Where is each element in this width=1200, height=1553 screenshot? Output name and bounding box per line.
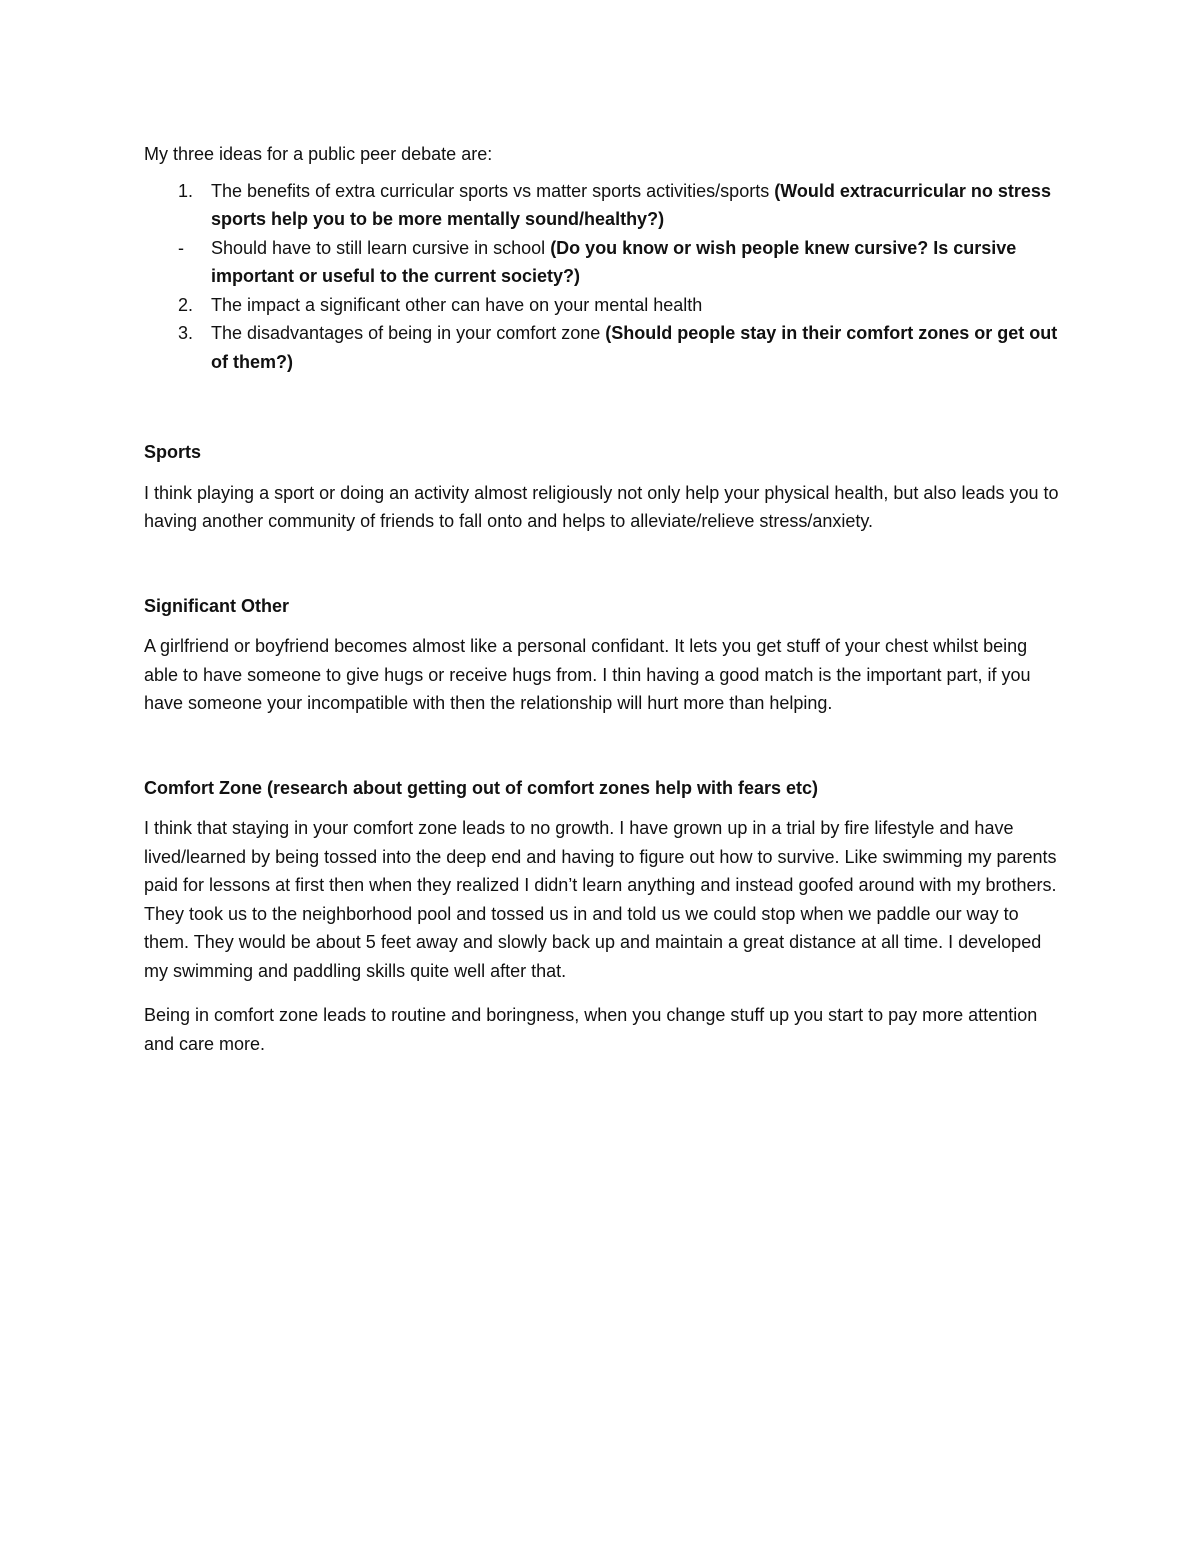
idea-item-1: [144, 177, 1064, 234]
idea-text: The disadvantages of being in your comfort zone: [211, 323, 606, 343]
idea-text: Should have to still learn cursive in school: [211, 237, 551, 258]
idea-text: The impact a significant other can have on your mental health: [211, 294, 703, 315]
section-paragraph: Being in comfort zone leads to routine and boringness, when you change stuff up you start to pay more attention and care more.: [144, 1005, 1038, 1054]
idea-question: (Do you know or wish people knew cursive? Is cursive important or useful to the current society?): [211, 237, 1017, 286]
idea-item-2: [144, 291, 1064, 320]
document-body: [144, 140, 1064, 1074]
idea-question: (Would extracurricular no stress sports help you to be more mentally sound/healthy?): [211, 180, 1051, 229]
section-heading-comfort-zone: Comfort Zone (research about getting out of comfort zones help with fears etc): [144, 777, 819, 798]
list-marker: 3.: [178, 323, 194, 343]
section-paragraph: I think that staying in your comfort zone leads to no growth. I have grown up in a trial by fire lifestyle and have lived/learned by being tossed into the deep end and having to figure out how to survive. Like swimming my parents paid for lessons at first then when they realized I didn’t learn anything and instead goofed around with my brothers. They took us to the neighborhood pool and tossed us in and told us we could stop when we paddle our way to them. They would be about 5 feet away and slowly back up and maintain a great distance at all time. I developed my swimming and paddling skills quite well after that.: [144, 818, 1057, 981]
section-heading-sports: Sports: [144, 442, 202, 462]
intro-line: My three ideas for a public peer debate are:: [144, 144, 493, 164]
idea-question: (Should people stay in their comfort zones or get out of them?): [211, 323, 1058, 372]
section-heading-significant-other: Significant Other: [144, 595, 290, 616]
idea-item-cursive: [144, 234, 1064, 291]
idea-text: The benefits of extra curricular sports vs matter sports activities/sports: [211, 180, 775, 201]
list-marker: 2.: [178, 294, 194, 315]
debate-ideas-list: [144, 177, 1064, 377]
list-marker: -: [178, 237, 184, 258]
section-paragraph: I think playing a sport or doing an activity almost religiously not only help your physical health, but also leads you to having another community of friends to fall onto and helps to alleviate/relieve stress/anxiety.: [144, 482, 1059, 531]
list-marker: 1.: [178, 180, 194, 201]
section-paragraph: A girlfriend or boyfriend becomes almost like a personal confidant. It lets you get stuff of your chest whilst being able to have someone to give hugs or receive hugs from. I thin having a good match is the important part, if you have someone your incompatible with then the relationship will hurt more than helping.: [144, 636, 1031, 713]
idea-item-3: [144, 319, 1064, 376]
